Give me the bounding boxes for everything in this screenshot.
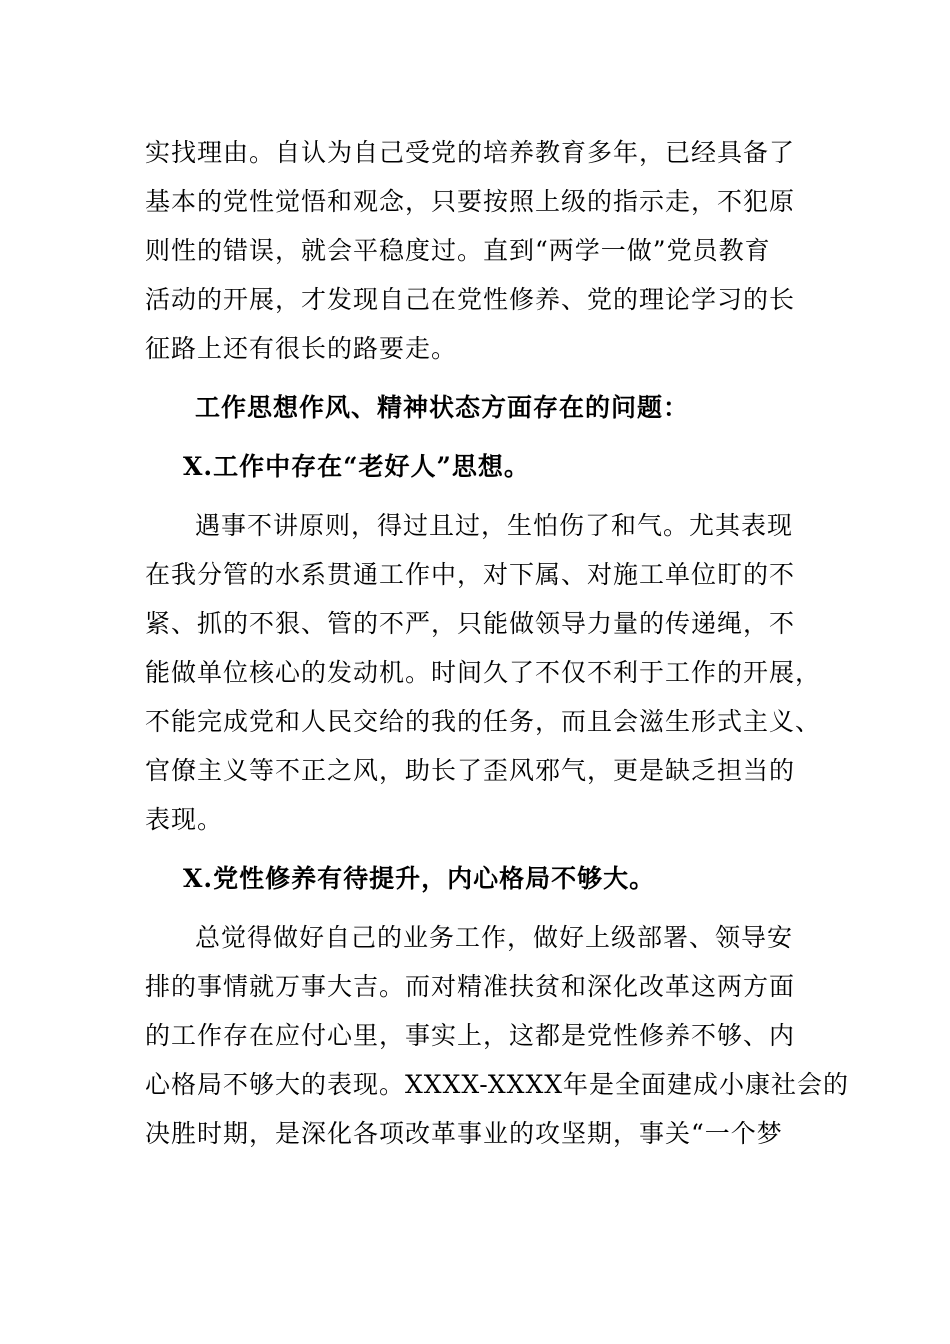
text-line: 决胜时期，是深化各项改革事业的攻坚期，事关“一个梦 (145, 1119, 783, 1148)
text-line: 排的事情就万事大吉。而对精准扶贫和深化改革这两方面 (145, 972, 796, 1001)
section-heading: 工作思想作风、精神状态方面存在的问题： (195, 393, 690, 422)
paragraph-3 (145, 913, 850, 1158)
paragraph-2 (145, 501, 822, 844)
subsection-heading: X.工作中存在“老好人”思想。 (183, 452, 530, 481)
document-body (145, 128, 850, 1158)
text-line: 则性的错误，就会平稳度过。直到“两学一做”党员教育 (145, 236, 771, 265)
text-line: 心格局不够大的表现。XXXX-XXXX年是全面建成小康社会的 (145, 1070, 850, 1099)
text-line: 能做单位核心的发动机。时间久了不仅不利于工作的开展， (145, 658, 822, 687)
text-line: 表现。 (145, 805, 224, 834)
text-line: 总觉得做好自己的业务工作，做好上级部署、领导安 (195, 923, 794, 952)
subsection-heading: X.党性修养有待提升，内心格局不够大。 (183, 864, 656, 893)
paragraph-1 (145, 128, 805, 373)
text-line: 基本的党性觉悟和观念，只要按照上级的指示走，不犯原 (145, 187, 796, 216)
text-line: 活动的开展，才发现自己在党性修养、党的理论学习的长 (145, 285, 796, 314)
text-line: 在我分管的水系贯通工作中，对下属、对施工单位盯的不 (145, 560, 796, 589)
text-line: 遇事不讲原则，得过且过，生怕伤了和气。尤其表现 (195, 511, 794, 540)
text-line: 的工作存在应付心里，事实上，这都是党性修养不够、内 (145, 1021, 796, 1050)
text-line: 紧、抓的不狠、管的不严，只能做领导力量的传递绳，不 (145, 609, 796, 638)
text-line: 征路上还有很长的路要走。 (145, 334, 458, 363)
text-line: 实找理由。自认为自己受党的培养教育多年，已经具备了 (145, 138, 796, 167)
text-line: 官僚主义等不正之风，助长了歪风邪气，更是缺乏担当的 (145, 756, 796, 785)
text-line: 不能完成党和人民交给的我的任务，而且会滋生形式主义、 (145, 707, 822, 736)
